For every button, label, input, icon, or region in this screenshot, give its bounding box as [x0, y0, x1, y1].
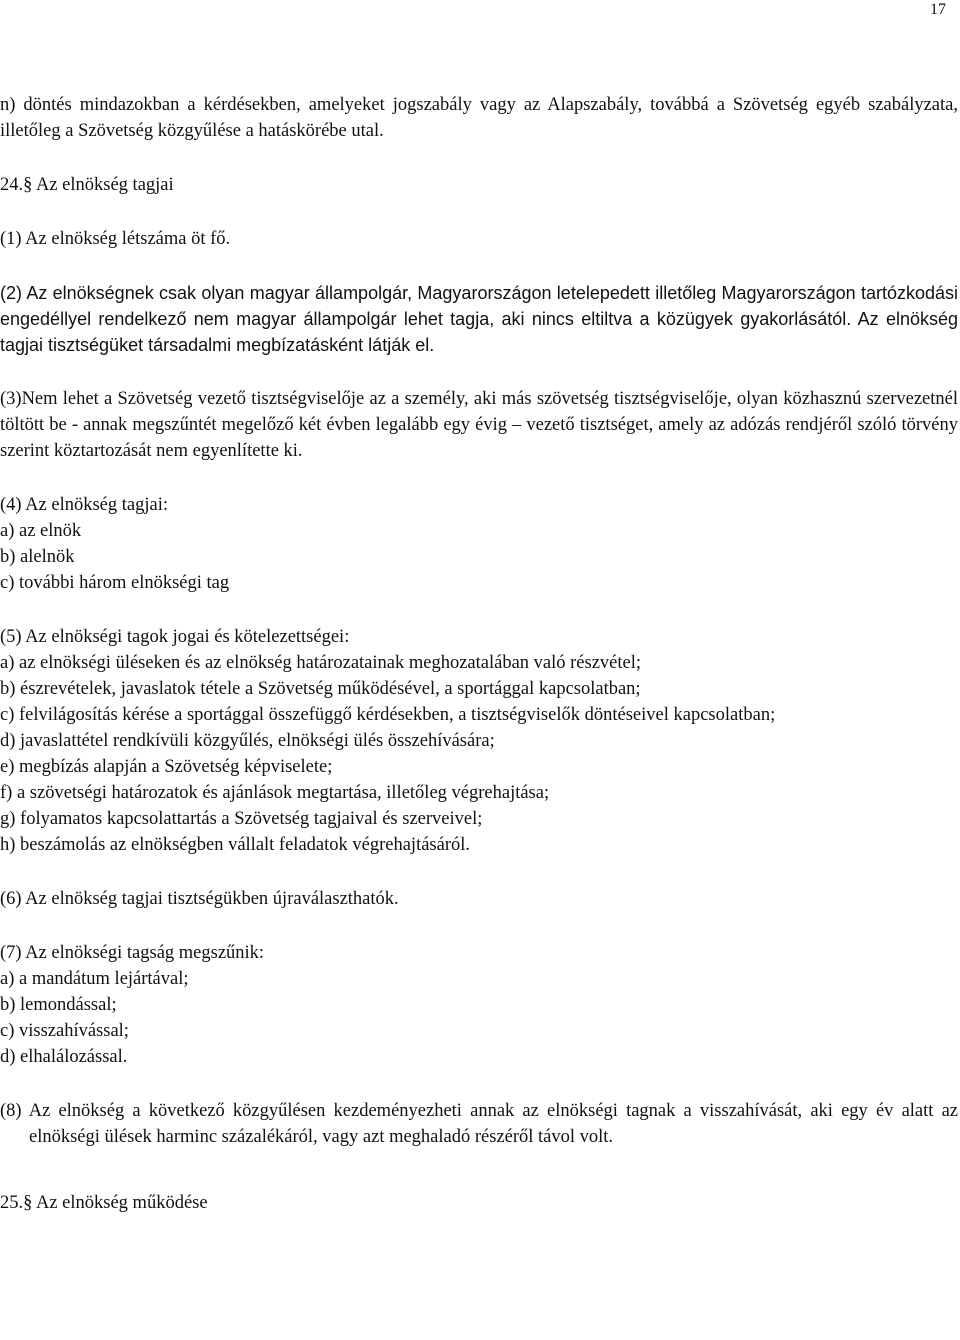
- list-item: a) az elnökségi üléseken és az elnökség határozatainak meghozatalában való részvétel;: [0, 653, 642, 673]
- list-item: h) beszámolás az elnökségben vállalt feladatok végrehajtásáról.: [0, 835, 471, 855]
- list-item: d) elhalálozással.: [0, 1047, 128, 1067]
- paragraph-1: (1) Az elnökség létszáma öt fő.: [0, 229, 231, 249]
- paragraph-3: (3)Nem lehet a Szövetség vezető tisztségviselője az a személy, aki más szövetség tisztségviselője, olyan közhasznú szervezetnél töltött be - annak megszűntét megelőző két évben legalább egy évig – vezető tisztséget, amely az adózás rendjéről szóló törvény szerint köztartozását nem egyenlítette ki.: [0, 389, 958, 461]
- paragraph-5: [0, 624, 958, 858]
- list-item: a) a mandátum lejártával;: [0, 969, 189, 989]
- paragraph-8: (8) Az elnökség a következő közgyűlésen kezdeményezheti annak az elnökségi tagnak a visszahívását, aki egy év alatt az elnökségi ülések harminc százalékáról, vagy azt meghaladó részéről távol volt.: [0, 1101, 958, 1147]
- document-body: [0, 92, 958, 1216]
- list-item: c) további három elnökségi tag: [0, 573, 230, 593]
- section-25-heading: 25.§ Az elnökség működése: [0, 1193, 208, 1213]
- paragraph-6: (6) Az elnökség tagjai tisztségükben újraválaszthatók.: [0, 889, 399, 909]
- paragraph-2: (2) Az elnökségnek csak olyan magyar állampolgár, Magyarországon letelepedett illetőleg Magyarországon tartózkodási engedéllyel rendelkező nem magyar állampolgár lehet tagja, aki nincs eltiltva a közügyek gyakorlásától. Az elnökség tagjai tisztségüket társadalmi megbízatásként látják el.: [0, 283, 958, 355]
- list-item: d) javaslattétel rendkívüli közgyűlés, elnökségi ülés összehívására;: [0, 731, 495, 751]
- list-item: e) megbízás alapján a Szövetség képviselete;: [0, 757, 333, 777]
- paragraph-7-heading: (7) Az elnökségi tagság megszűnik:: [0, 943, 265, 963]
- paragraph-7: [0, 940, 958, 1070]
- list-item: g) folyamatos kapcsolattartás a Szövetség tagjaival és szerveivel;: [0, 809, 483, 829]
- list-item: c) visszahívással;: [0, 1021, 129, 1041]
- list-item: a) az elnök: [0, 521, 82, 541]
- list-item: b) észrevételek, javaslatok tétele a Szövetség működésével, a sportággal kapcsolatban;: [0, 679, 641, 699]
- paragraph-n-item: n) döntés mindazokban a kérdésekben, amelyeket jogszabály vagy az Alapszabály, továbbá a Szövetség egyéb szabályzata, illetőleg a Szövetség közgyűlése a hatáskörébe utal.: [0, 95, 958, 141]
- list-item: b) alelnök: [0, 547, 75, 567]
- page-number: 17: [930, 1, 946, 18]
- list-item: b) lemondással;: [0, 995, 117, 1015]
- paragraph-4-heading: (4) Az elnökség tagjai:: [0, 495, 168, 515]
- list-item: f) a szövetségi határozatok és ajánlások megtartása, illetőleg végrehajtása;: [0, 783, 550, 803]
- paragraph-4: [0, 492, 958, 596]
- section-24-heading: 24.§ Az elnökség tagjai: [0, 175, 174, 195]
- paragraph-5-heading: (5) Az elnökségi tagok jogai és kötelezettségei:: [0, 627, 350, 647]
- list-item: c) felvilágosítás kérése a sportággal összefüggő kérdésekben, a tisztségviselők döntéseivel kapcsolatban;: [0, 705, 776, 725]
